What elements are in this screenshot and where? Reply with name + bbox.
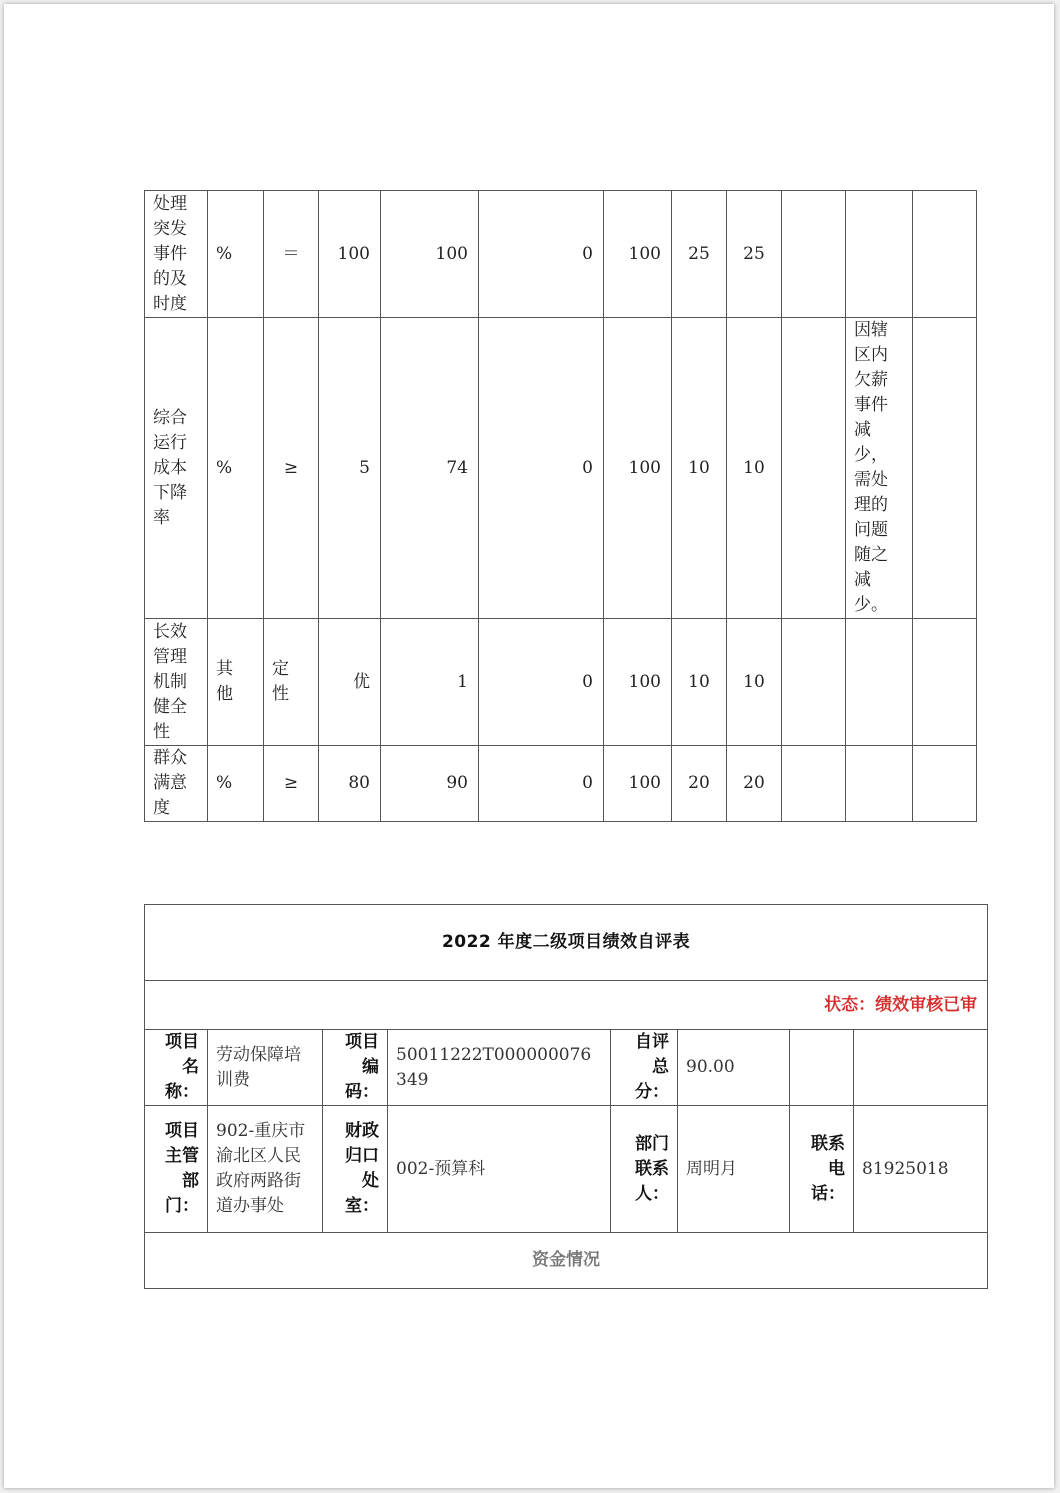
indicator-actual: 1 <box>381 619 479 746</box>
funds-section-header: 资金情况 <box>145 1233 988 1289</box>
status-badge: 状态：绩效审核已审 <box>145 981 988 1030</box>
indicator-operator-cell <box>264 619 319 746</box>
indicator-unit: 其他 <box>216 659 233 704</box>
project-name-label: 项目名称： <box>145 1030 208 1106</box>
indicator-col7: 100 <box>604 191 672 318</box>
contact-person-value: 周明月 <box>678 1106 790 1233</box>
indicator-operator: ≥ <box>264 318 319 619</box>
empty-cell <box>854 1030 988 1106</box>
indicator-name: 群众满意度 <box>145 746 208 822</box>
project-code-value: 50011222T000000076349 <box>388 1030 611 1106</box>
self-score-label: 自评总分： <box>611 1030 678 1106</box>
indicator-unit: % <box>208 746 264 822</box>
contact-person-label: 部门联系人： <box>611 1106 678 1233</box>
form-title: 2022 年度二级项目绩效自评表 <box>145 905 988 981</box>
indicator-actual: 100 <box>381 191 479 318</box>
department-label: 项目主管部门： <box>145 1106 208 1233</box>
indicator-empty-cell <box>782 619 846 746</box>
indicator-empty-cell <box>782 191 846 318</box>
performance-indicator-table <box>144 190 977 822</box>
indicator-note: 因辖区内欠薪事件减少，需处理的问题随之减少。 <box>846 318 913 619</box>
finance-office-label: 财政归口处室： <box>323 1106 388 1233</box>
indicator-name: 长效管理机制健全性 <box>145 619 208 746</box>
indicator-actual: 90 <box>381 746 479 822</box>
indicator-row <box>145 191 977 318</box>
indicator-weight: 25 <box>672 191 727 318</box>
project-name-value: 劳动保障培训费 <box>208 1030 323 1106</box>
indicator-row <box>145 746 977 822</box>
indicator-unit: % <box>208 191 264 318</box>
indicator-empty-cell <box>913 191 977 318</box>
indicator-col6: 0 <box>479 191 604 318</box>
indicator-empty-cell <box>782 318 846 619</box>
department-value: 902-重庆市渝北区人民政府两路街道办事处 <box>208 1106 323 1233</box>
indicator-actual: 74 <box>381 318 479 619</box>
indicator-target: 100 <box>319 191 381 318</box>
indicator-unit: % <box>208 318 264 619</box>
indicator-score: 25 <box>727 191 782 318</box>
indicator-score: 10 <box>727 619 782 746</box>
indicator-row <box>145 619 977 746</box>
indicator-col6: 0 <box>479 746 604 822</box>
indicator-target: 5 <box>319 318 381 619</box>
indicator-operator: 定性 <box>272 659 289 704</box>
indicator-note <box>846 746 913 822</box>
indicator-weight: 20 <box>672 746 727 822</box>
indicator-col7: 100 <box>604 746 672 822</box>
project-self-evaluation-form <box>144 904 988 1289</box>
indicator-unit-cell <box>208 619 264 746</box>
indicator-col7: 100 <box>604 318 672 619</box>
indicator-col6: 0 <box>479 318 604 619</box>
phone-label: 联系电话： <box>790 1106 854 1233</box>
indicator-operator: ＝ <box>264 191 319 318</box>
indicator-empty-cell <box>913 619 977 746</box>
indicator-empty-cell <box>913 318 977 619</box>
indicator-target: 80 <box>319 746 381 822</box>
indicator-note <box>846 191 913 318</box>
indicator-name: 处理突发事件的及时度 <box>145 191 208 318</box>
indicator-name: 综合运行成本下降率 <box>145 318 208 619</box>
indicator-empty-cell <box>913 746 977 822</box>
indicator-score: 10 <box>727 318 782 619</box>
indicator-operator: ≥ <box>264 746 319 822</box>
indicator-weight: 10 <box>672 619 727 746</box>
finance-office-value: 002-预算科 <box>388 1106 611 1233</box>
empty-cell <box>790 1030 854 1106</box>
indicator-score: 20 <box>727 746 782 822</box>
indicator-note <box>846 619 913 746</box>
project-code-label: 项目编码： <box>323 1030 388 1106</box>
phone-value: 81925018 <box>854 1106 988 1233</box>
indicator-weight: 10 <box>672 318 727 619</box>
indicator-col7: 100 <box>604 619 672 746</box>
indicator-col6: 0 <box>479 619 604 746</box>
indicator-row <box>145 318 977 619</box>
indicator-target: 优 <box>319 619 381 746</box>
self-score-value: 90.00 <box>678 1030 790 1106</box>
indicator-empty-cell <box>782 746 846 822</box>
